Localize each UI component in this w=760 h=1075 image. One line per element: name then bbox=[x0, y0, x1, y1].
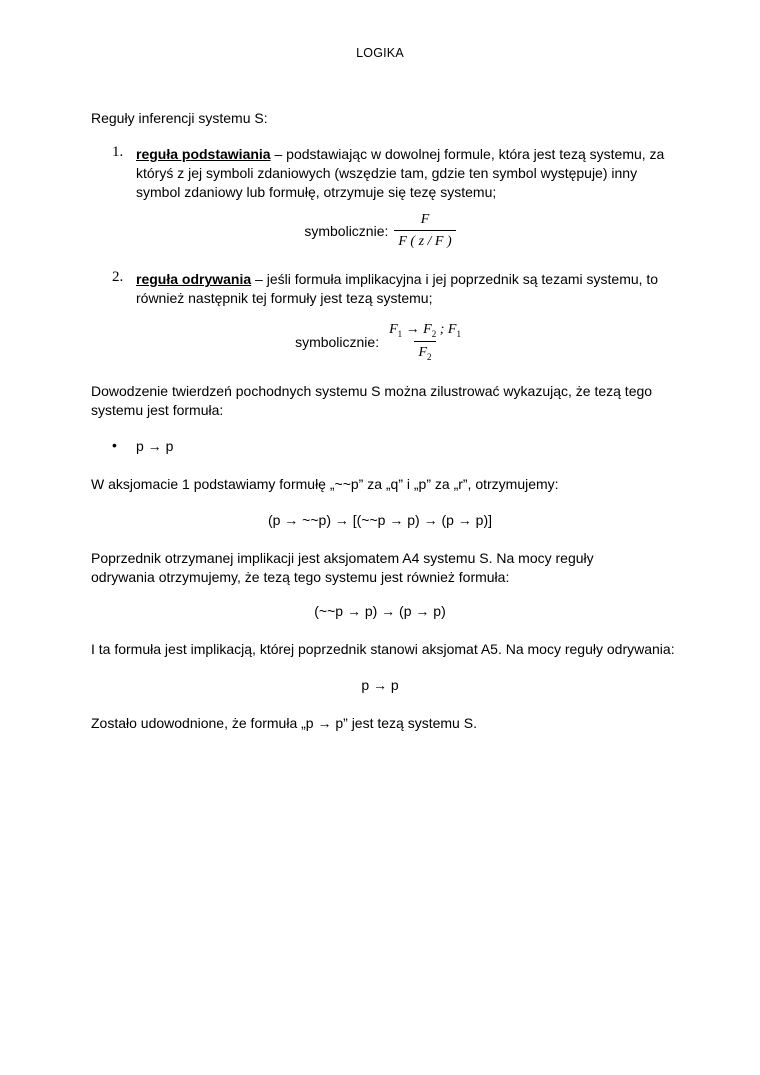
rule-1-fraction bbox=[394, 212, 455, 250]
rule-2-numerator: $F_1 \to F_2$ ; $F_1$ bbox=[389, 322, 461, 339]
rule-1-symbol-label: symbolicznie: bbox=[304, 223, 389, 239]
rule-2-term: reguła odrywania bbox=[136, 271, 252, 287]
rule-2-number: 2. bbox=[112, 269, 124, 285]
rule-1-denominator: F ( z / F ) bbox=[394, 230, 455, 250]
rule-2-denominator: $F_2$ bbox=[414, 341, 435, 362]
rule-2-text bbox=[136, 270, 666, 308]
rule-1-number: 1. bbox=[112, 144, 124, 160]
rule-1-symbolic bbox=[0, 212, 760, 250]
bullet-formula: p → p bbox=[136, 438, 174, 454]
rule-1-text bbox=[136, 145, 666, 202]
rule-2-symbol-label: symbolicznie: bbox=[295, 333, 380, 350]
rule-2-fraction bbox=[385, 322, 465, 362]
paragraph-detachment: Poprzednik otrzymanej implikacji jest aksjomatem A4 systemu S. Na mocy reguły odrywania otrzymujemy, że tezą tego systemu jest również formuła: bbox=[91, 550, 594, 585]
paragraph-proof-intro: Dowodzenie twierdzeń pochodnych systemu S można zilustrować wykazując, że tezą tego systemu jest formuła: bbox=[91, 383, 653, 418]
rule-1-description: – podstawiając w dowolnej formule, która jest tezą systemu, za któryś z jej symboli zdaniowych (wszędzie tam, gdzie ten symbol występuje) inny symbol zdaniowy lub formułę, otrzymuje się tezę systemu; bbox=[136, 146, 665, 200]
formula-1: (p → ~~p) → [(~~p → p) → (p → p)] bbox=[267, 512, 493, 528]
page-header: LOGIKA bbox=[356, 46, 404, 60]
rule-1-term: reguła podstawiania bbox=[136, 146, 271, 162]
rule-2-description: – jeśli formuła implikacyjna i jej poprzednik są tezami systemu, to również następnik tej formuły jest tezą systemu; bbox=[136, 271, 659, 306]
paragraph-substitution: W aksjomacie 1 podstawiamy formułę „~~p” za „q” i „p” za „r”, otrzymujemy: bbox=[91, 476, 559, 492]
formula-2: (~~p → p) → (p → p) bbox=[314, 603, 446, 619]
formula-3: p → p bbox=[361, 677, 399, 693]
bullet-dot: • bbox=[112, 437, 117, 453]
paragraph-implication: I ta formuła jest implikacją, której poprzednik stanowi aksjomat A5. Na mocy reguły odrywania: bbox=[91, 641, 675, 657]
intro-text: Reguły inferencji systemu S: bbox=[91, 110, 268, 126]
rule-1-numerator: F bbox=[420, 212, 430, 227]
rule-2-symbolic bbox=[0, 322, 760, 362]
paragraph-conclusion: Zostało udowodnione, że formuła „p → p” jest tezą systemu S. bbox=[91, 715, 477, 731]
